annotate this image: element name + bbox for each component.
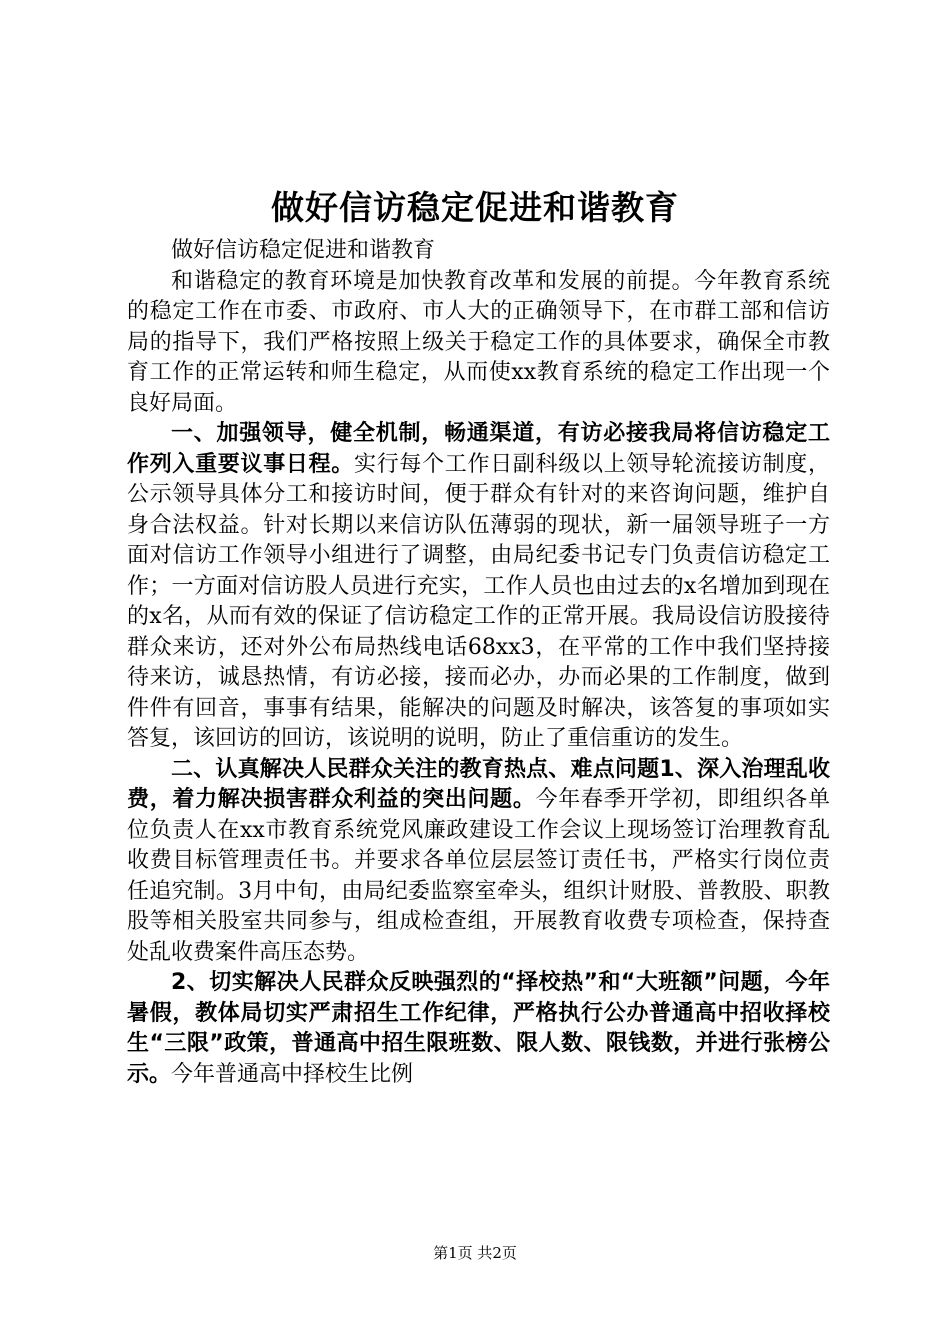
section-3-body: 今年普通高中择校生比例 (171, 1061, 414, 1087)
paragraph-section-1 (127, 419, 830, 755)
section-1-body: 实行每个工作日副科级以上领导轮流接访制度，公示领导具体分工和接访时间，便于群众有针对的来咨询问题，维护自身合法权益。针对长期以来信访队伍薄弱的现状，新一届领导班子一方面对信访工作领导小组进行了调整，由局纪委书记专门负责信访稳定工作；一方面对信访股人员进行充实，工作人员也由过去的x名增加到现在的x名，从而有效的保证了信访稳定工作的正常开展。我局设信访股接待群众来访，还对外公布局热线电话68xx3，在平常的工作中我们坚持接待来访，诚恳热情，有访必接，接而必办，办而必果的工作制度，做到件件有回音，事事有结果，能解决的问题及时解决，该答复的事项如实答复，该回访的回访，该说明的说明，防止了重信重访的发生。 (127, 451, 830, 751)
section-2-body: 今年春季开学初，即组织各单位负责人在xx市教育系统党风廉政建设工作会议上现场签订治理教育乱收费目标管理责任书。并要求各单位层层签订责任书，严格实行岗位责任追究制。3月中旬，由局纪委监察室牵头，组织计财股、普教股、职教股等相关股室共同参与，组成检查组，开展教育收费专项检查，保持查处乱收费案件高压态势。 (127, 787, 830, 965)
paragraph-section-2 (127, 755, 830, 969)
document-title: 做好信访稳定促进和谐教育 (271, 188, 679, 227)
paragraph-intro: 和谐稳定的教育环境是加快教育改革和发展的前提。今年教育系统的稳定工作在市委、市政府、市人大的正确领导下，在市群工部和信访局的指导下，我们严格按照上级关于稳定工作的具体要求，确保全市教育工作的正常运转和师生稳定，从而使xx教育系统的稳定工作出现一个良好局面。 (127, 268, 830, 416)
section-2-heading: 二、认真解决人民群众关注的教育热点、难点问题1、深入治理乱收费，着力解决损害群众利益的突出问题。 (127, 756, 830, 812)
section-1-heading: 一、加强领导，健全机制，畅通渠道，有访必接我局将信访稳定工作列入重要议事日程。 (127, 421, 830, 477)
document-body (127, 236, 830, 1090)
paragraph-section-3 (127, 968, 830, 1090)
document-subtitle: 做好信访稳定促进和谐教育 (171, 238, 436, 263)
page-footer: 第1页 共2页 (433, 1244, 517, 1262)
section-3-heading: 2、切实解决人民群众反映强烈的“择校热”和“大班额”问题，今年暑假，教体局切实严肃招生工作纪律，严格执行公办普通高中招收择校生“三限”政策，普通高中招生限班数、限人数、限钱数，并进行张榜公示。 (127, 970, 830, 1087)
